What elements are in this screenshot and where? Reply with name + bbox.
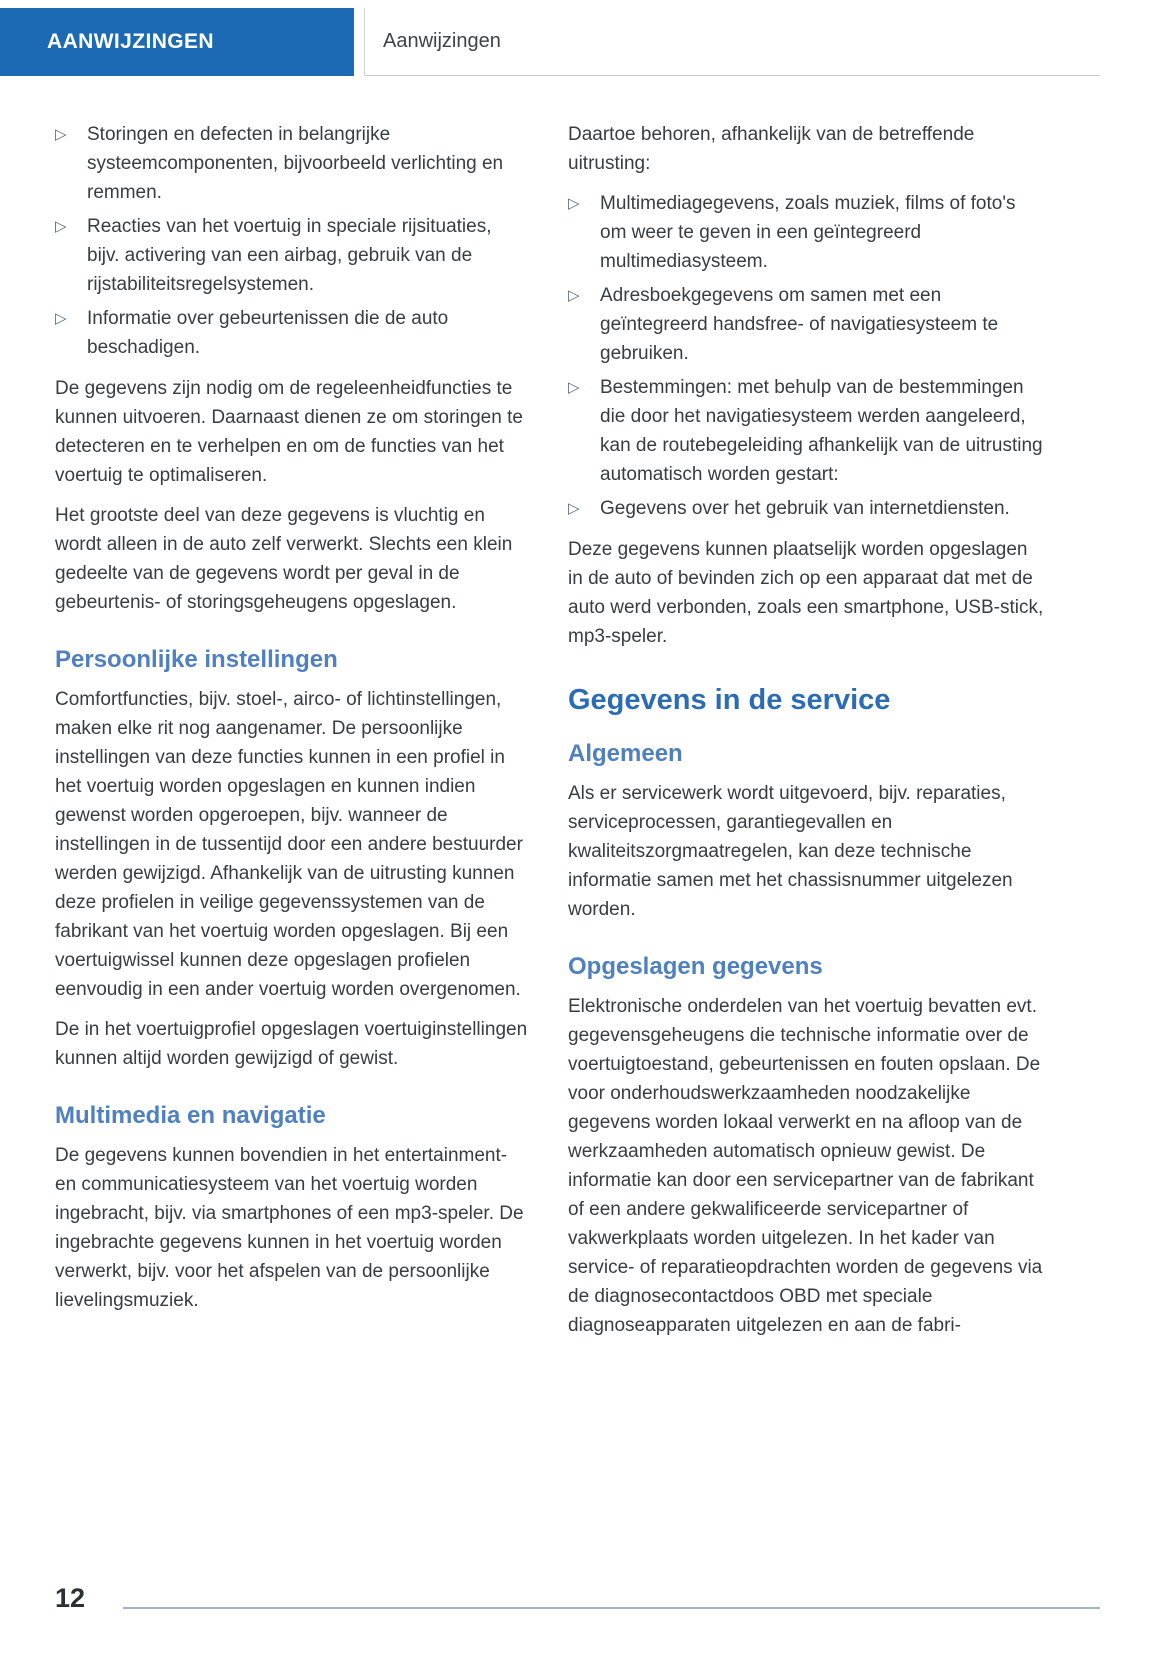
list-item-text: Informatie over gebeurtenissen die de auto beschadigen. — [87, 308, 449, 358]
page-header — [0, 0, 1166, 76]
page-content — [0, 76, 1166, 1351]
paragraph: Het grootste deel van deze gegevens is vluchtig en wordt alleen in de auto zelf verwerkt. Slechts een klein gedeelte van de gegevens wordt per geval in de gebeurtenis- of storingsgeheugens opgeslagen. — [55, 505, 513, 613]
list-item-text: Reacties van het voertuig in speciale rijsituaties, bijv. activering van een airbag, gebruik van de rijstabiliteitsregelsystemen. — [87, 216, 492, 295]
triangle-bullet-icon: ▷ — [55, 218, 67, 235]
paragraph: Comfortfuncties, bijv. stoel-, airco- of lichtinstellingen, maken elke rit nog aangenamer. De persoonlijke instellingen van deze functies kunnen in een profiel in het voertuig worden opgeslagen en kunnen indien gewenst worden opgeroepen, bijv. wanneer de instellingen in de tussentijd door een andere bestuurder werden gewijzigd. Afhankelijk van de uitrusting kunnen deze profielen in veilige gegevenssystemen van de fabrikant van het voertuig worden opgeslagen. Bij een voertuigwissel kunnen deze opgeslagen profielen eenvoudig in een ander voertuig worden overgenomen. — [55, 689, 523, 1000]
chapter-label: AANWIJZINGEN — [47, 30, 214, 53]
list-item — [55, 120, 528, 210]
triangle-bullet-icon: ▷ — [568, 379, 580, 396]
triangle-bullet-icon: ▷ — [568, 500, 580, 517]
paragraph: Deze gegevens kunnen plaatselijk worden opgeslagen in de auto of bevinden zich op een apparaat dat met de auto werd verbonden, zoals een smartphone, USB-stick, mp3-speler. — [568, 539, 1044, 647]
list-item — [55, 212, 528, 302]
paragraph: Daartoe behoren, afhankelijk van de betreffende uitrusting: — [568, 124, 975, 174]
paragraph: De in het voertuigprofiel opgeslagen voertuiginstellingen kunnen altijd worden gewijzigd of gewist. — [55, 1019, 528, 1069]
triangle-bullet-icon: ▷ — [55, 126, 67, 143]
list-item-text: Bestemmingen: met behulp van de bestemmingen die door het navigatiesysteem werden aangeleerd, kan de routebegeleiding afhankelijk van de uitrusting automatisch worden gestart: — [600, 377, 1043, 485]
chapter-tab — [0, 8, 354, 76]
paragraph: Elektronische onderdelen van het voertuig bevatten evt. gegevensgeheugens die technische informatie over de voertuigtoestand, gebeurtenissen en fouten opslaan. De voor onderhoudswerkzaamheden noodzakelijke gegevens worden lokaal verwerkt en na afloop van de werkzaamheden automatisch opnieuw gewist. De informatie kan door een servicepartner van de fabrikant of een andere gekwalificeerde servicepartner of vakwerkplaats worden uitgelezen. In het kader van service- of reparatieopdrachten worden de gegevens via de diagnosecontactdoos OBD met speciale diagnoseapparaten uitgelezen en aan de fabri- — [568, 996, 1043, 1336]
paragraph: Als er servicewerk wordt uitgevoerd, bijv. reparaties, serviceprocessen, garantiegevallen en kwaliteitszorgmaatregelen, kan deze technische informatie samen met het chassisnummer uitgelezen worden. — [568, 783, 1013, 920]
paragraph: De gegevens zijn nodig om de regeleenheidfuncties te kunnen uitvoeren. Daarnaast dienen ze om storingen te detecteren en te verhelpen en om de functies van het voertuig te optimaliseren. — [55, 378, 523, 486]
section-heading-opgeslagen-gegevens: Opgeslagen gegevens — [568, 953, 823, 980]
running-head — [364, 8, 1100, 76]
footer-rule — [123, 1607, 1100, 1609]
running-title: Aanwijzingen — [383, 30, 501, 52]
chapter-heading-gegevens-in-de-service: Gegevens in de service — [568, 684, 891, 716]
list-item — [568, 373, 1046, 492]
right-column — [568, 120, 1046, 1351]
bullet-list — [568, 189, 1046, 526]
list-item-text: Multimediagegevens, zoals muziek, films of foto's om weer te geven in een geïntegreerd multimediasysteem. — [600, 193, 1016, 272]
list-item-text: Gegevens over het gebruik van internetdiensten. — [600, 498, 1010, 519]
list-item-text: Storingen en defecten in belangrijke systeemcomponenten, bijvoorbeeld verlichting en remmen. — [87, 124, 504, 203]
page-number: 12 — [55, 1583, 86, 1613]
list-item — [568, 189, 1046, 279]
page-footer — [55, 1585, 1100, 1612]
section-heading-persoonlijke-instellingen: Persoonlijke instellingen — [55, 646, 338, 673]
left-column — [55, 120, 528, 1351]
list-item — [568, 494, 1046, 526]
triangle-bullet-icon: ▷ — [568, 287, 580, 304]
triangle-bullet-icon: ▷ — [55, 310, 67, 327]
bullet-list — [55, 120, 528, 365]
list-item — [55, 304, 528, 365]
triangle-bullet-icon: ▷ — [568, 195, 580, 212]
paragraph: De gegevens kunnen bovendien in het entertainment- en communicatiesysteem van het voertuig worden ingebracht, bijv. via smartphones of een mp3-speler. De ingebrachte gegevens kunnen in het voertuig worden verwerkt, bijv. voor het afspelen van de persoonlijke lievelingsmuziek. — [55, 1145, 524, 1311]
list-item — [568, 281, 1046, 371]
section-heading-algemeen: Algemeen — [568, 740, 683, 767]
list-item-text: Adresboekgegevens om samen met een geïntegreerd handsfree- of navigatiesysteem te gebruiken. — [600, 285, 999, 364]
section-heading-multimedia-en-navigatie: Multimedia en navigatie — [55, 1102, 326, 1129]
